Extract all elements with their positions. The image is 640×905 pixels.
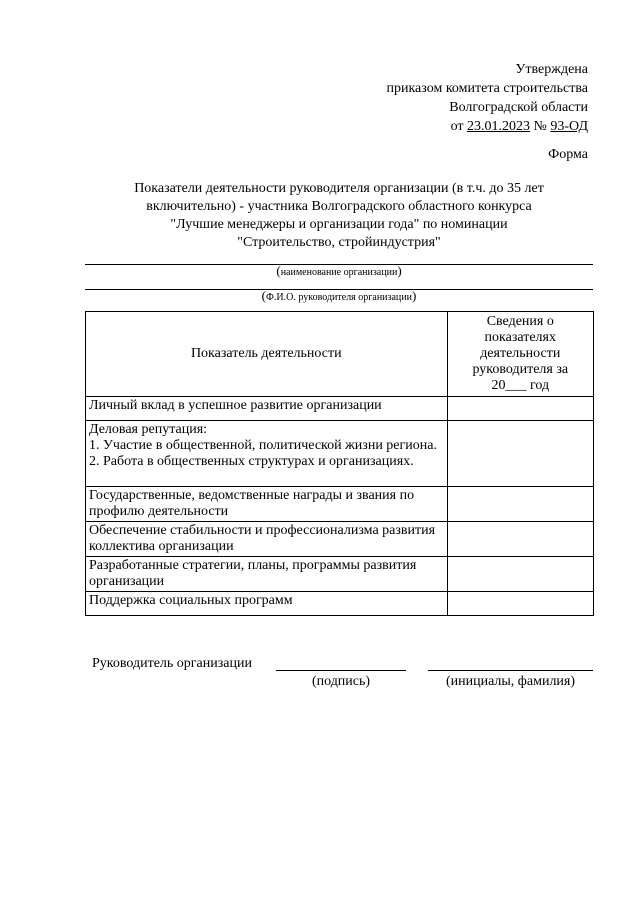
title-line-4: "Строительство, стройиндустрия"	[237, 235, 441, 250]
info-cell[interactable]	[447, 522, 593, 557]
indicator-text: Обеспечение стабильности и профессионализма развития коллектива организации	[89, 523, 436, 554]
signature-label: Руководитель организации	[92, 656, 252, 671]
org-name-hint-text: наименование организации	[280, 267, 398, 278]
indicator-cell	[86, 522, 448, 557]
title-line-2: включительно) - участника Волгоградского областного конкурса	[146, 199, 532, 214]
approval-stamp	[386, 60, 588, 136]
order-number: 93-ОД	[550, 119, 588, 134]
indicator-cell	[86, 592, 448, 616]
title-line-3: "Лучшие менеджеры и организации года" по номинации	[170, 217, 508, 232]
indicator-cell	[86, 397, 448, 421]
approval-line-1: Утверждена	[515, 62, 588, 77]
approval-line-3: Волгоградской области	[449, 100, 588, 115]
approval-order	[386, 117, 588, 136]
indicator-cell	[86, 487, 448, 522]
order-date: 23.01.2023	[467, 119, 531, 134]
indicator-text: Деловая репутация:	[89, 422, 208, 437]
table-row	[86, 557, 594, 592]
info-cell[interactable]	[447, 557, 593, 592]
signature-caption: (подпись)	[311, 674, 371, 689]
indicator-text: 1. Участие в общественной, политической жизни региона.	[89, 438, 437, 453]
form-label: Форма	[548, 147, 588, 162]
signature-field[interactable]	[276, 670, 406, 671]
header-info: Сведения о показателях деятельности руководителя за 20___ год	[447, 312, 593, 397]
table-row	[86, 487, 594, 522]
info-cell[interactable]	[447, 592, 593, 616]
table-row	[86, 522, 594, 557]
info-cell[interactable]	[447, 397, 593, 421]
indicator-text: Государственные, ведомственные награды и звания по профилю деятельности	[89, 488, 415, 519]
table-header-row	[86, 312, 594, 397]
indicator-text: 2. Работа в общественных структурах и организациях.	[89, 454, 414, 469]
org-name-hint: (наименование организации)	[276, 263, 402, 278]
approval-line-2: приказом комитета строительства	[386, 81, 588, 96]
indicator-text: Личный вклад в успешное развитие организации	[89, 398, 382, 413]
info-cell[interactable]	[447, 487, 593, 522]
head-name-hint-text: Ф.И.О. руководителя организации	[266, 292, 412, 303]
indicator-cell	[86, 421, 448, 487]
title-line-1: Показатели деятельности руководителя организации (в т.ч. до 35 лет	[134, 181, 544, 196]
document-title	[84, 180, 594, 252]
indicators-table	[85, 311, 594, 616]
indicator-text: Поддержка социальных программ	[89, 593, 293, 608]
name-field[interactable]	[428, 670, 593, 671]
header-indicator: Показатель деятельности	[86, 312, 448, 397]
table-row	[86, 397, 594, 421]
order-date-prefix: от	[450, 119, 468, 134]
indicator-cell	[86, 557, 448, 592]
info-cell[interactable]	[447, 421, 593, 487]
table-row	[86, 592, 594, 616]
table-row	[86, 421, 594, 487]
head-name-hint: (Ф.И.О. руководителя организации)	[261, 288, 417, 303]
indicator-text: Разработанные стратегии, планы, программы развития организации	[89, 558, 417, 589]
name-caption: (инициалы, фамилия)	[445, 674, 576, 689]
order-number-sign: №	[530, 119, 551, 134]
